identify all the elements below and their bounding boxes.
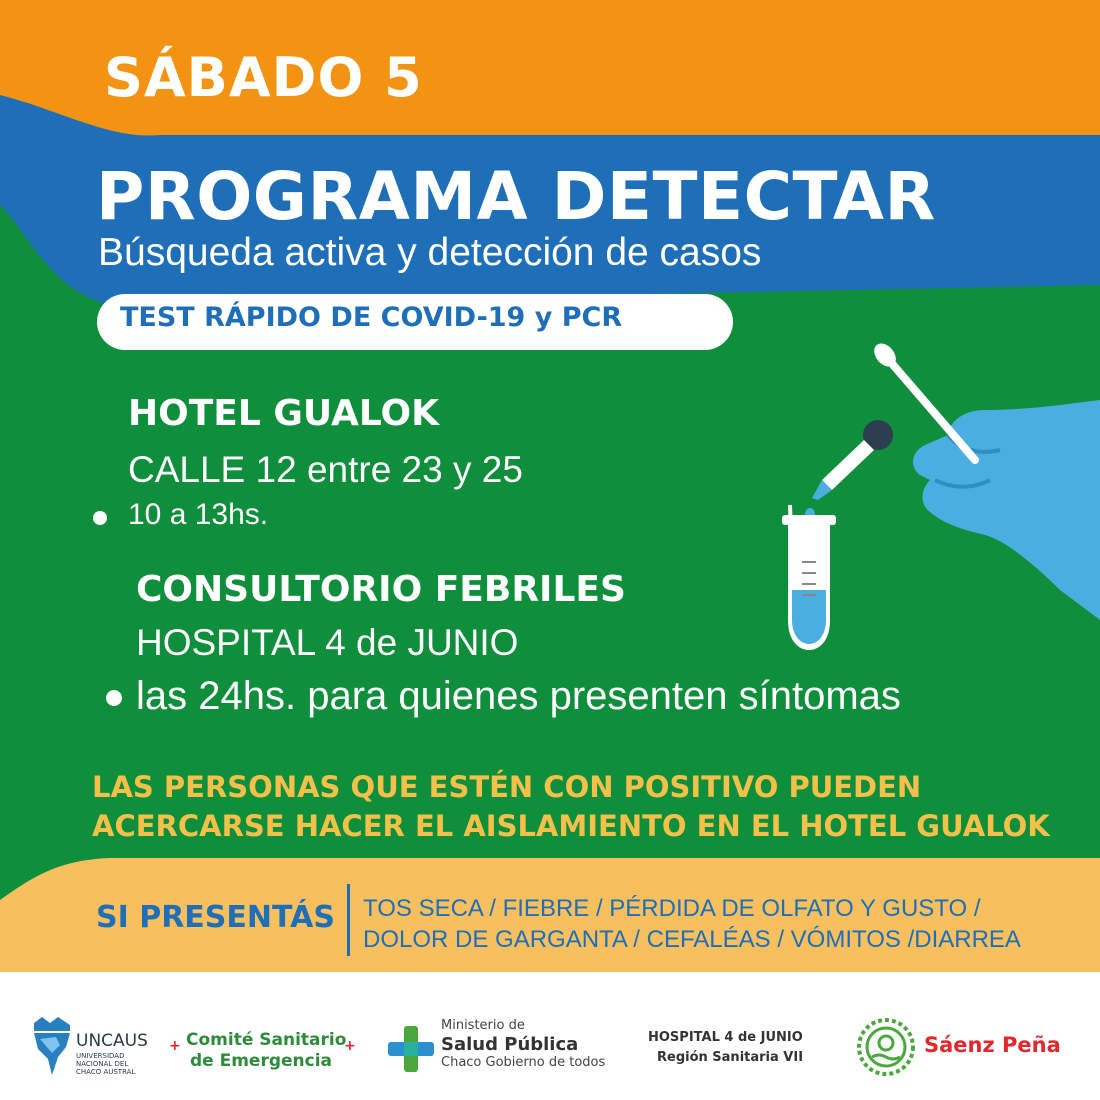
hospital-region: Región Sanitaria VII — [657, 1050, 804, 1065]
symptoms-divider — [347, 884, 350, 956]
notice-line: ACERCARSE HACER EL AISLAMIENTO EN EL HOTEL GUALOK — [92, 809, 1050, 843]
uncaus-emblem-icon — [30, 1013, 74, 1079]
program-title: PROGRAMA DETECTAR — [96, 158, 936, 235]
program-subtitle: Búsqueda activa y detección de casos — [98, 231, 762, 274]
health-cross-icon — [386, 1024, 436, 1074]
covid-test-tube-and-swab-illustration — [760, 330, 1100, 670]
location-address: CALLE 12 entre 23 y 25 — [128, 449, 523, 490]
ministerio-slogan: Chaco Gobierno de todos — [441, 1055, 606, 1070]
location-hours: las 24hs. para quienes presenten síntomas — [136, 674, 901, 718]
symptoms-list — [363, 893, 1021, 955]
symptoms-line: TOS SECA / FIEBRE / PÉRDIDA DE OLFATO Y GUSTO / — [363, 895, 981, 922]
saenz-pena-emblem-icon — [856, 1017, 916, 1077]
date-heading: SÁBADO 5 — [104, 46, 423, 109]
plus-icon: + — [344, 1038, 356, 1054]
symptoms-label: SI PRESENTÁS — [96, 900, 335, 935]
glove-shape — [913, 400, 1100, 620]
uncaus-line: NACIONAL DEL — [76, 1060, 129, 1068]
bullet-dot-icon — [106, 690, 122, 706]
test-label-text: TEST RÁPIDO DE COVID-19 y PCR — [120, 302, 623, 333]
hospital-name: HOSPITAL 4 de JUNIO — [648, 1030, 803, 1045]
ministerio-name: Salud Pública — [441, 1034, 579, 1055]
comite-line: de Emergencia — [189, 1051, 333, 1071]
location-name: CONSULTORIO FEBRILES — [136, 569, 626, 610]
uncaus-line: UNIVERSIDAD — [76, 1052, 125, 1060]
dropper-body — [822, 440, 874, 490]
ministerio-line: Ministerio de — [441, 1018, 525, 1033]
plus-icon: + — [169, 1038, 181, 1054]
saenz-pena-name: Sáenz Peña — [924, 1033, 1061, 1057]
comite-line: Comité Sanitario — [186, 1030, 347, 1050]
bullet-dot-icon — [93, 511, 107, 525]
symptoms-line: DOLOR DE GARGANTA / CEFALÉAS / VÓMITOS /DIARREA — [363, 926, 1021, 953]
uncaus-name: UNCAUS — [76, 1031, 148, 1051]
location-name: HOTEL GUALOK — [128, 393, 440, 434]
uncaus-line: CHACO AUSTRAL — [76, 1068, 136, 1076]
isolation-notice — [92, 768, 1050, 846]
notice-line: LAS PERSONAS QUE ESTÉN CON POSITIVO PUEDEN — [92, 770, 922, 804]
location-hours: 10 a 13hs. — [128, 498, 269, 531]
location-address: HOSPITAL 4 de JUNIO — [136, 622, 519, 663]
uncaus-subtext — [76, 1052, 135, 1076]
comite-text — [186, 1030, 347, 1072]
